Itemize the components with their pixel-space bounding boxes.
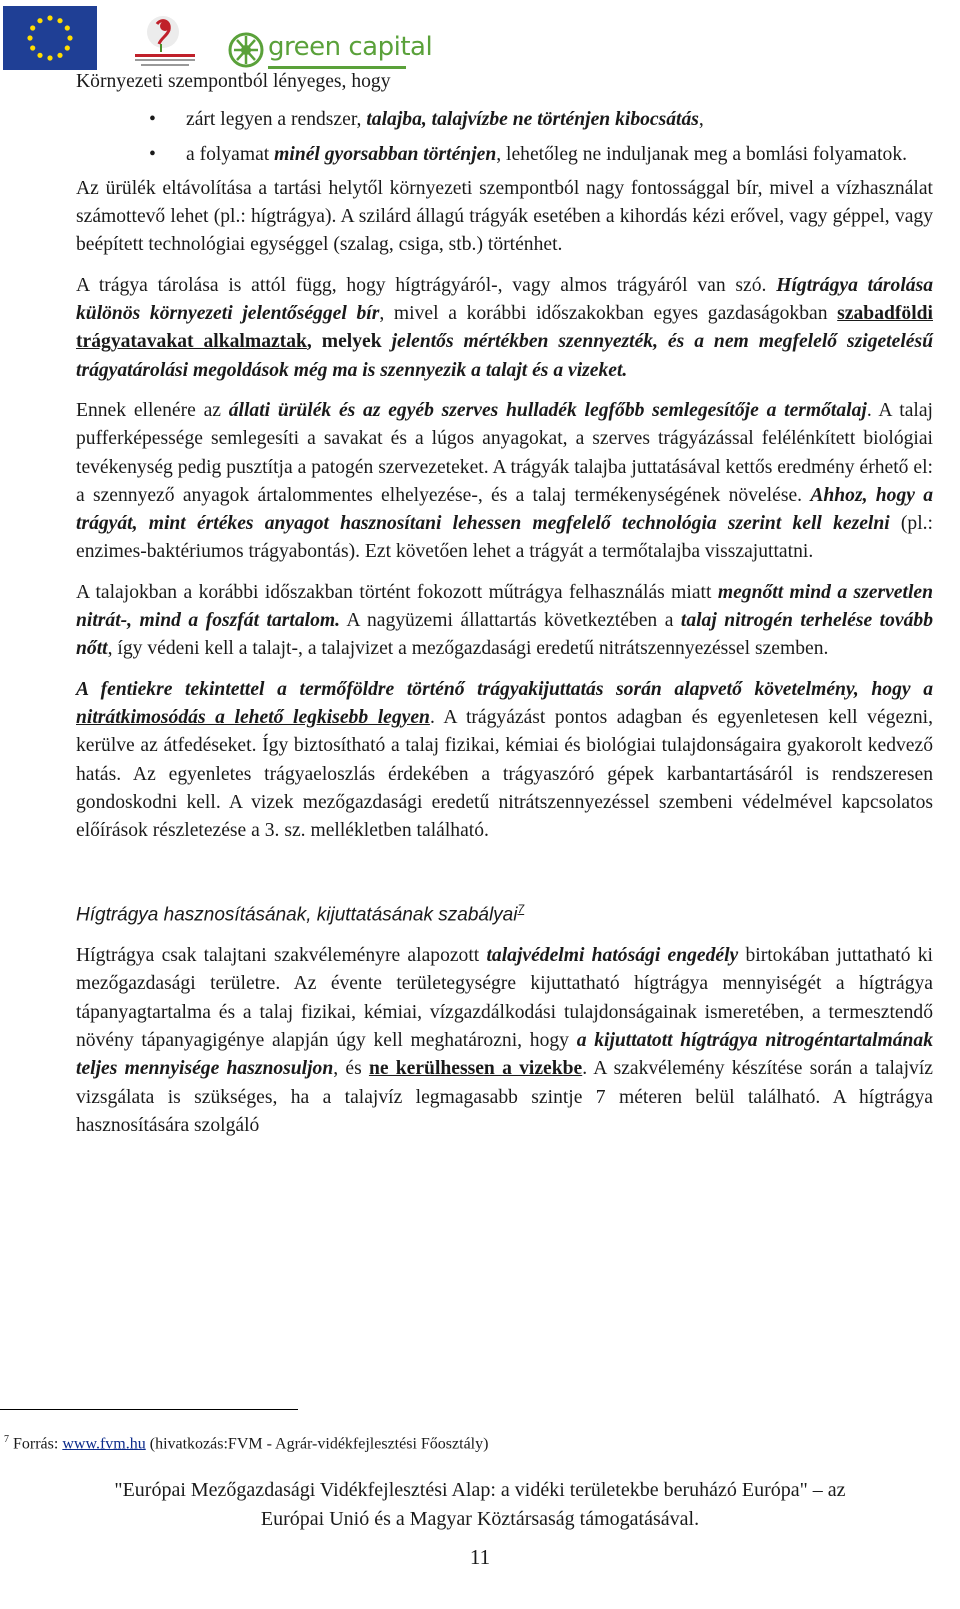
bullet-icon: • bbox=[149, 143, 156, 165]
paragraph-3 bbox=[76, 397, 933, 567]
bullet-text: a folyamat bbox=[186, 143, 275, 165]
text-run: , és bbox=[333, 1058, 369, 1080]
text-run: , mivel a korábbi időszakokban egyes gazdaságokban bbox=[379, 303, 838, 325]
emphasis-run: megnőtt mind a szervetlen nitrát-, mind a foszfát tartalom. bbox=[76, 581, 933, 632]
paragraph-1: Az ürülék eltávolítása a tartási helytől környezeti szempontból nagy fontossággal bír, mivel a vízhasználat számottevő lehet (pl.: hígtrágya). A szilárd állagú trágyák esetében a kihordás kézi erővel, vagy géppel, vagy beépített technológiai egységgel (szalag, csiga, stb.) történhet. bbox=[76, 177, 933, 256]
underlined-run: nitrátkimosódás a lehető legkisebb legyen bbox=[76, 706, 430, 728]
text-run: . A szakvélemény készítése során a talajvíz vizsgálata is szükséges, ha a talajvíz legmagasabb szintje 7 méteren belül található. A hígtrágya hasznosítására szolgáló bbox=[76, 1058, 933, 1136]
text-run: , így védeni kell a talajt-, a talajvizet a mezőgazdasági eredetű nitrátszennyezéssel szemben. bbox=[107, 638, 829, 660]
bullet-emphasis: minél gyorsabban történjen bbox=[274, 143, 497, 165]
page-number: 11 bbox=[469, 1545, 491, 1569]
bullet-icon: • bbox=[149, 109, 156, 131]
text-run: Ennek ellenére az bbox=[76, 399, 229, 421]
footnote-ref[interactable]: 7 bbox=[517, 902, 525, 917]
footnote-text: (hivatkozás:FVM - Agrár-vidékfejlesztési Főosztály) bbox=[145, 1435, 489, 1453]
paragraph-2 bbox=[76, 272, 933, 385]
main-text bbox=[76, 68, 933, 1140]
underlined-run: szabadföldi trágyatavakat alkalmaztak bbox=[76, 303, 933, 353]
emphasis-run: a kijuttatott hígtrágya nitrogéntartalmának teljes mennyisége hasznosuljon bbox=[76, 1029, 933, 1080]
emphasis-run: A fentiekre tekintettel a termőföldre történő trágyakijuttatás során alapvető követelmény, hogy a bbox=[76, 678, 933, 700]
text-run: . A talaj pufferképessége semlegesíti a savakat és a lúgos anyagokat, a szerves trágyázással felélénkített biológiai tevékenység pedig pusztítja a patogén szervezeteket. A trágyák talajba juttatásával kettős eredmény érhető el: a szennyező anyagok ártalommentes elhelyezése-, és a talaj termékenységének növelése. bbox=[76, 399, 933, 506]
paragraph-4 bbox=[76, 579, 933, 664]
umvp-logo bbox=[131, 14, 201, 72]
bullet-item bbox=[76, 141, 933, 169]
green-capital-wordmark: green capital bbox=[268, 32, 433, 62]
page-footer bbox=[0, 1476, 960, 1534]
emphasis-run: jelentős mértékben szennyezték, és a nem megfelelő szigetelésű trágyatárolási megoldások még ma is szennyezik a talajt és a vizeket. bbox=[76, 331, 933, 381]
footnote bbox=[4, 1434, 488, 1453]
text-run: A talajokban a korábbi időszakban történt fokozott műtrágya felhasználás miatt bbox=[76, 581, 718, 603]
emphasis-run: talajvédelmi hatósági engedély bbox=[486, 945, 739, 967]
paragraph-6 bbox=[76, 942, 933, 1140]
text-run: Hígtrágya csak talajtani szakvéleményre alapozott bbox=[76, 945, 487, 967]
text-run: A nagyüzemi állattartás következtében a bbox=[340, 610, 681, 632]
heading-text: Hígtrágya hasznosításának, kijuttatásának szabályai bbox=[76, 904, 518, 926]
underlined-run: ne kerülhessen a vizekbe bbox=[368, 1058, 583, 1080]
bullet-item bbox=[76, 106, 933, 134]
section-heading bbox=[76, 895, 933, 930]
footnote-divider bbox=[0, 1409, 298, 1410]
bullet-emphasis: talajba, talajvízbe ne történjen kibocsátás bbox=[366, 109, 699, 131]
emphasis-run: állati ürülék és az egyéb szerves hulladék legfőbb semlegesítője a termőtalaj bbox=[228, 399, 867, 421]
footnote-number: 7 bbox=[4, 1434, 9, 1445]
eu-flag-icon bbox=[3, 6, 97, 70]
footer-line-1: "Európai Mezőgazdasági Vidékfejlesztési Alap: a vidéki területekbe beruházó Európa" – az bbox=[114, 1479, 846, 1501]
bullet-list bbox=[76, 106, 933, 169]
text-run: (pl.: enzimes-baktériumos trágyabontás). Ezt követően lehet a trágyát a termőtalajba visszajuttatni. bbox=[76, 513, 933, 563]
text-run: birtokában juttatható ki mezőgazdasági területre. Az évente területegységre kijuttatható hígtrágya mennyiségét a hígtrágya tápanyagtartalma és a talaj fizikai, kémiai, vízgazdálkodási tulajdonságainak ismeretében, a termesztendő növény tápanyagigénye alapján úgy kell meghatározni, hogy bbox=[76, 945, 933, 1051]
green-capital-logo bbox=[228, 28, 433, 72]
text-run: A trágya tárolása is attól függ, hogy hígtrágyáról-, vagy almos trágyáról van szó. bbox=[76, 274, 777, 296]
emphasis-run: talaj nitrogén terhelése tovább nőtt bbox=[76, 610, 933, 660]
paragraph-5 bbox=[76, 676, 933, 846]
bullet-text: , bbox=[698, 109, 704, 131]
footer-line-2: Európai Unió és a Magyar Köztársaság támogatásával. bbox=[260, 1508, 700, 1530]
footnote-text: Forrás: bbox=[9, 1435, 63, 1453]
text-run: . A trágyázást pontos adagban és egyenletesen kell végezni, kerülve az átfedéseket. Így biztosítható a talaj fizikai, kémiai és biológiai tulajdonságaira gyakorolt kedvező hatás. Az egyenletes trágyaeloszlás érdekében a trágyaszóró gépek karbantartásáról is rendszeresen gondoskodni kell. A vizek mezőgazdasági eredetű nitrátszennyezéssel szembeni védelmével kapcsolatos előírások részletezése a 3. sz. mellékletben található. bbox=[76, 706, 934, 842]
bullet-text: , lehetőleg ne induljanak meg a bomlási folyamatok. bbox=[496, 143, 908, 165]
footnote-link[interactable]: www.fvm.hu bbox=[62, 1435, 146, 1453]
bullet-text: zárt legyen a rendszer, bbox=[186, 109, 367, 131]
header-logos bbox=[3, 6, 433, 70]
emphasis-run: Hígtrágya tárolása különös környezeti jelentőséggel bír bbox=[76, 274, 933, 325]
emphasis-run: Ahhoz, hogy a trágyát, mint értékes anyagot hasznosítani lehessen megfelelő technológia szerint kell kezelni bbox=[76, 484, 933, 535]
text-run: , melyek bbox=[306, 331, 392, 353]
intro-line: Környezeti szempontból lényeges, hogy bbox=[76, 71, 391, 92]
